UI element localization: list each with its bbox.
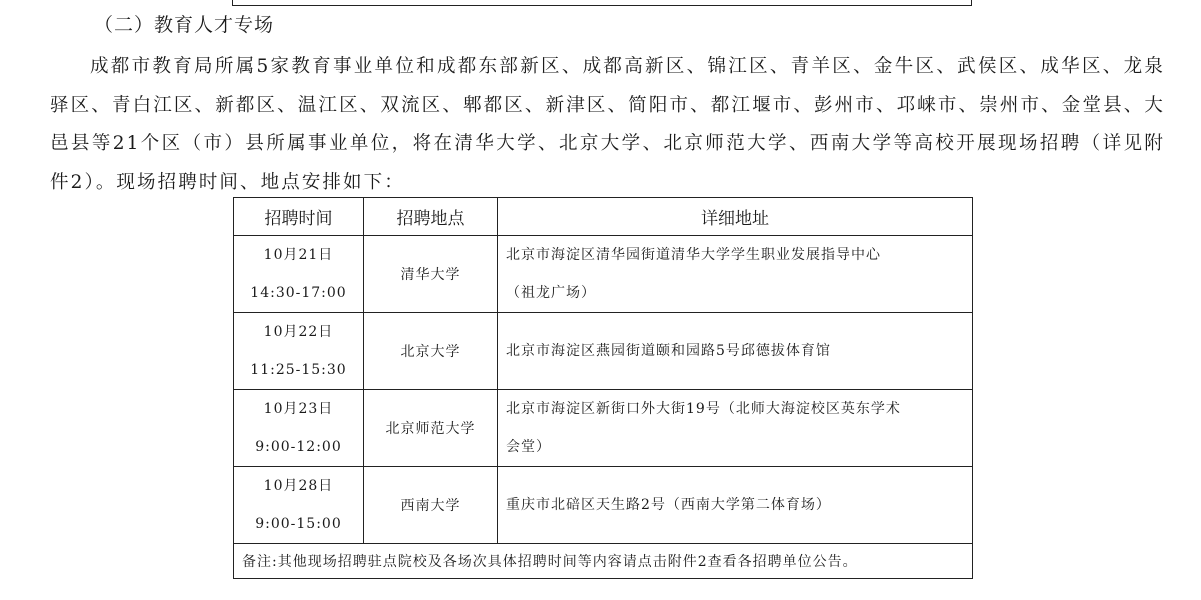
hours-text: 9:00-12:00 (255, 439, 342, 455)
hours-text: 11:25-15:30 (250, 362, 347, 378)
address-cell (498, 236, 973, 313)
time-cell (234, 313, 364, 390)
recruitment-schedule-table (233, 197, 973, 579)
date-text: 10月22日 (263, 324, 334, 340)
venue-cell: 西南大学 (364, 467, 498, 544)
address-line: 北京市海淀区新街口外大街19号（北师大海淀校区英东学术 (506, 401, 901, 417)
date-text: 10月23日 (263, 401, 334, 417)
table-row (234, 390, 973, 467)
intro-paragraph: 成都市教育局所属5家教育事业单位和成都东部新区、成都高新区、锦江区、青羊区、金牛区、武侯区、成华区、龙泉驿区、青白江区、新都区、温江区、双流区、郫都区、新津区、简阳市、都江堰市、彭州市、邛崃市、崇州市、金堂县、大邑县等21个区（市）县所属事业单位，将在清华大学、北京大学、北京师范大学、西南大学等高校开展现场招聘（详见附件2）。现场招聘时间、地点安排如下： (50, 56, 1165, 193)
hours-text: 9:00-15:00 (255, 516, 342, 532)
note-row (234, 544, 973, 579)
address-line: 北京市海淀区清华园街道清华大学学生职业发展指导中心 (506, 247, 881, 263)
note-cell: 备注:其他现场招聘驻点院校及各场次具体招聘时间等内容请点击附件2查看各招聘单位公告。 (234, 544, 973, 579)
venue-cell: 北京大学 (364, 313, 498, 390)
date-text: 10月28日 (263, 478, 334, 494)
time-cell (234, 236, 364, 313)
address-line: 北京市海淀区燕园街道颐和园路5号邱德拔体育馆 (506, 343, 831, 359)
section-title: （二）教育人才专场 (94, 14, 275, 36)
address-line: （祖龙广场） (506, 285, 596, 301)
previous-table-bottom-edge (232, 0, 972, 6)
time-cell (234, 390, 364, 467)
address-cell (498, 390, 973, 467)
date-text: 10月21日 (263, 247, 334, 263)
address-cell (498, 313, 973, 390)
time-cell (234, 467, 364, 544)
header-address: 详细地址 (498, 198, 973, 236)
table-header-row (234, 198, 973, 236)
header-venue: 招聘地点 (364, 198, 498, 236)
address-cell (498, 467, 973, 544)
table-row (234, 313, 973, 390)
address-line: 会堂） (506, 439, 551, 455)
table-row (234, 467, 973, 544)
venue-cell: 北京师范大学 (364, 390, 498, 467)
hours-text: 14:30-17:00 (250, 285, 347, 301)
header-time: 招聘时间 (234, 198, 364, 236)
address-line: 重庆市北碚区天生路2号（西南大学第二体育场） (506, 497, 831, 513)
table-row (234, 236, 973, 313)
venue-cell: 清华大学 (364, 236, 498, 313)
